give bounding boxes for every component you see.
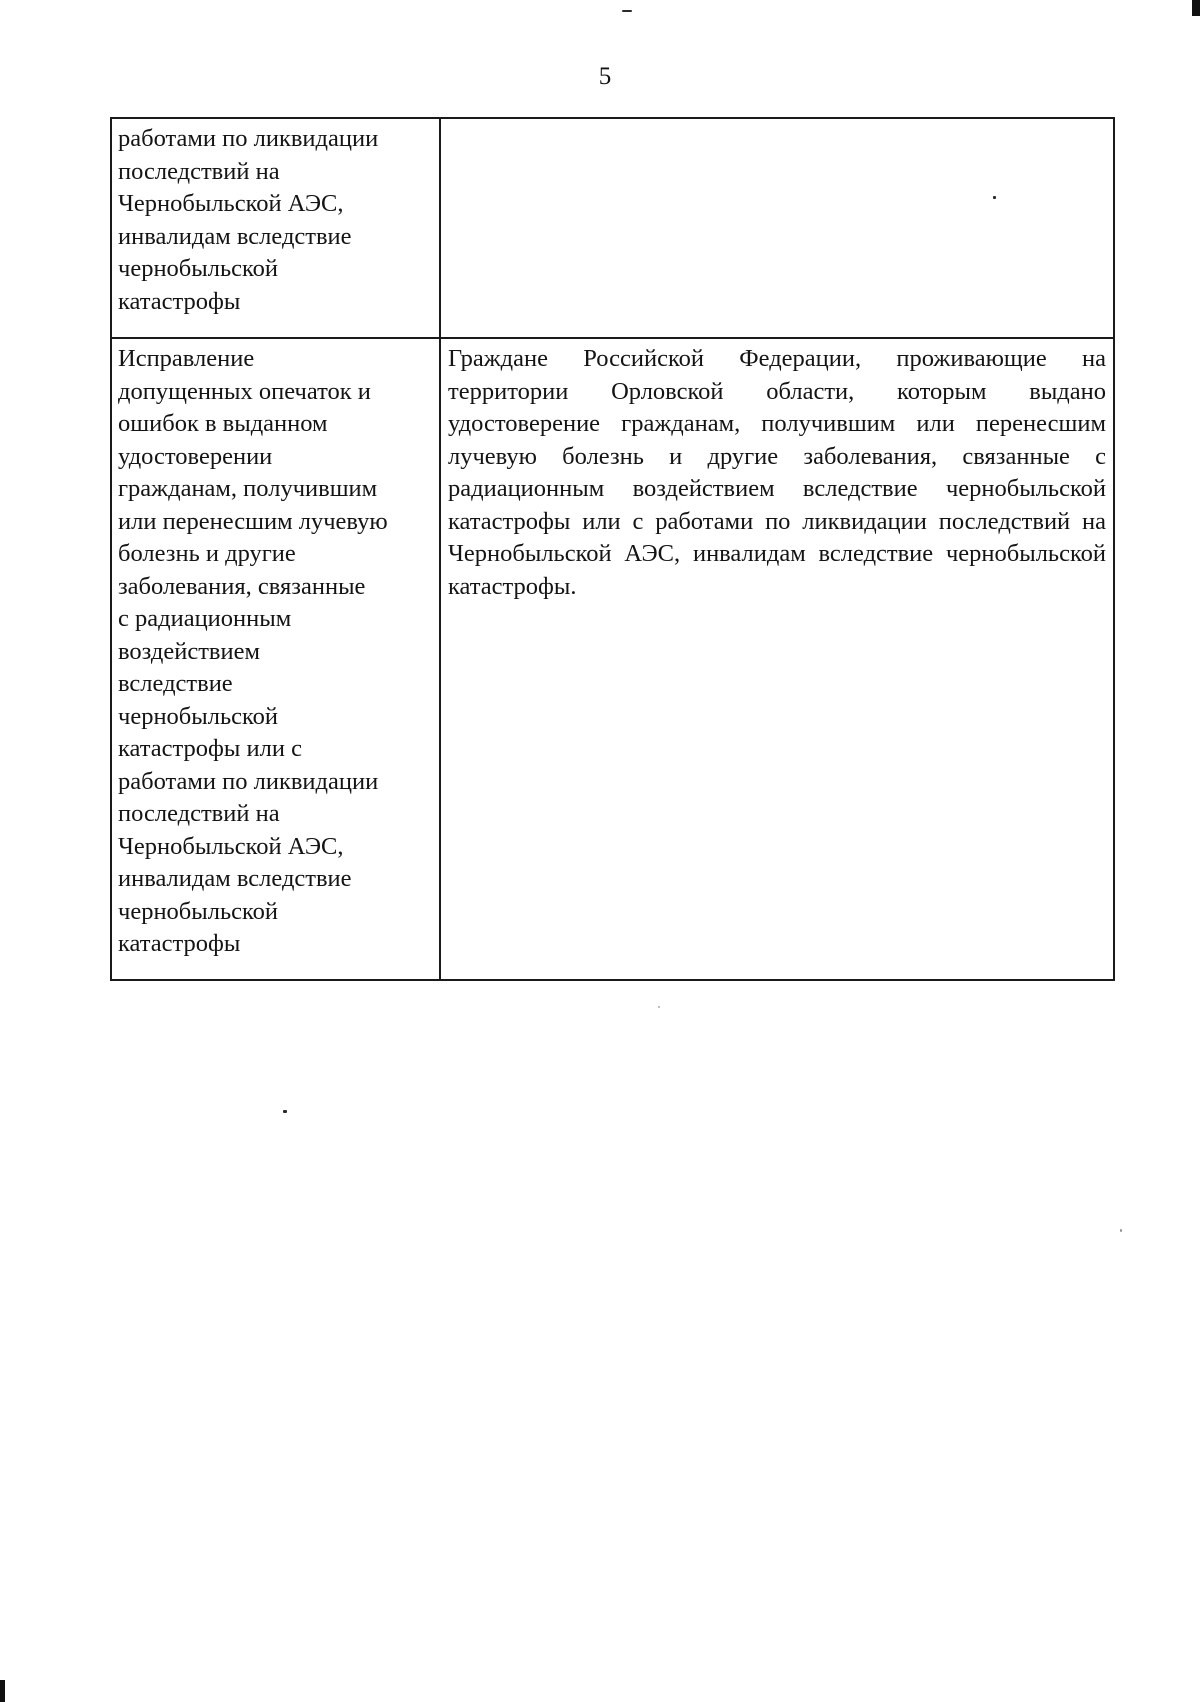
cell-line: последствий на [118,157,280,185]
service-name-cell [111,338,440,980]
scan-speck [993,196,996,199]
applicants-cell [440,118,1114,338]
scan-speck [622,10,632,12]
cell-line: работами по ликвидации [118,767,379,795]
cell-line: Исправление [118,345,255,372]
service-name-cell [111,118,440,338]
cell-line: инвалидам вследствие [118,865,352,892]
cell-line: катастрофы [118,287,241,315]
scan-speck [283,1110,287,1113]
cell-line: катастрофы [118,930,241,957]
cell-line: удостоверении [118,442,273,470]
scan-edge-mark [1192,0,1200,16]
scan-speck [658,1006,660,1008]
cell-line: ошибок в выданном [118,410,328,437]
table-row [111,338,1114,980]
scan-edge-mark [0,1680,5,1702]
cell-line: Чернобыльской АЭС, [118,832,344,860]
cell-line: Чернобыльской АЭС, [118,190,344,217]
services-table [110,117,1115,981]
cell-line: последствий на [118,800,280,827]
cell-line: работами по ликвидации [118,125,379,152]
page-number: 5 [598,63,612,90]
cell-line: с радиационным [118,605,292,632]
table-row [111,118,1114,338]
cell-line: воздействием [118,637,260,665]
cell-line: гражданам, получившим [118,475,378,502]
cell-line: вследствие [118,670,233,697]
cell-line: чернобыльской [118,255,279,282]
cell-line: чернобыльской [118,702,279,730]
cell-line: допущенных опечаток и [118,377,371,405]
cell-line: катастрофы или с [118,735,302,762]
cell-line: инвалидам вследствие [118,222,352,250]
cell-line: чернобыльской [118,897,279,925]
cell-line: или перенесшим лучевую [118,507,388,535]
cell-line: заболевания, связанные [118,572,366,600]
cell-line: болезнь и другие [118,540,296,567]
scan-speck [1120,1229,1122,1232]
applicants-cell: Граждане Российской Федерации, проживающие на территории Орловской области, которым выдано удостоверение гражданам, получившим или перенесшим лучевую болезнь и другие заболевания, связанные с радиационным воздействием вследствие чернобыльской катастрофы или с работами по ликвидации последствий на Чернобыльской АЭС, инвалидам вследствие чернобыльской катастрофы. [440,338,1114,980]
